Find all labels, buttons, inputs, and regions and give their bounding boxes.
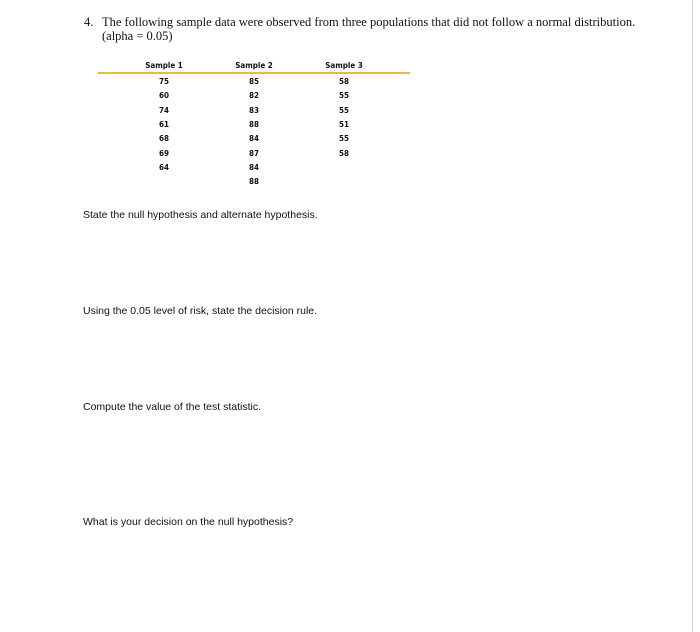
table-cell-sample-2: 85: [248, 77, 259, 86]
table-cell-sample-1: 75: [158, 77, 169, 86]
table-cell-sample-1: 60: [158, 91, 169, 101]
header-sample-3: Sample 3: [325, 61, 363, 70]
table-cell-sample-3: 55: [338, 91, 349, 101]
page-edge: [692, 0, 693, 632]
question-text: The following sample data were observed from three populations that did not follow a normal distribution. (alpha = 0.05): [102, 15, 636, 43]
table-cell-sample-1: 68: [158, 134, 169, 144]
table-cell-sample-2: 87: [248, 148, 259, 158]
prompt-hypotheses: State the null hypothesis and alternate hypothesis.: [83, 209, 318, 221]
table-cell-sample-2: 84: [248, 162, 259, 172]
table-cell-sample-2: 84: [248, 134, 259, 144]
table-cell-sample-3: 55: [338, 105, 349, 115]
prompt-decision: What is your decision on the null hypothesis?: [83, 516, 294, 528]
header-sample-1: Sample 1: [145, 61, 183, 70]
table-cell-sample-1: 69: [158, 148, 169, 158]
question-number: 4.: [84, 15, 94, 29]
header-rule: [98, 72, 410, 74]
table-cell-sample-3: 51: [338, 119, 349, 129]
header-sample-2: Sample 2: [235, 61, 273, 70]
table-cell-sample-2: 82: [248, 91, 259, 101]
prompt-decision-rule: Using the 0.05 level of risk, state the decision rule.: [83, 305, 318, 317]
table-cell-sample-3: 58: [338, 148, 349, 158]
table-cell-sample-3: 58: [338, 77, 349, 86]
prompt-test-statistic: Compute the value of the test statistic.: [83, 401, 262, 413]
table-cell-sample-3: 55: [338, 134, 349, 144]
table-cell-sample-1: 61: [158, 119, 169, 129]
table-cell-sample-2: 88: [248, 177, 259, 187]
sample-data-table: [98, 61, 410, 187]
table-cell-sample-1: 74: [158, 105, 169, 115]
table-cell-sample-1: 64: [158, 162, 169, 172]
table-cell-sample-2: 88: [248, 119, 259, 129]
table-header: [98, 61, 410, 73]
table-cell-sample-2: 83: [248, 105, 259, 115]
